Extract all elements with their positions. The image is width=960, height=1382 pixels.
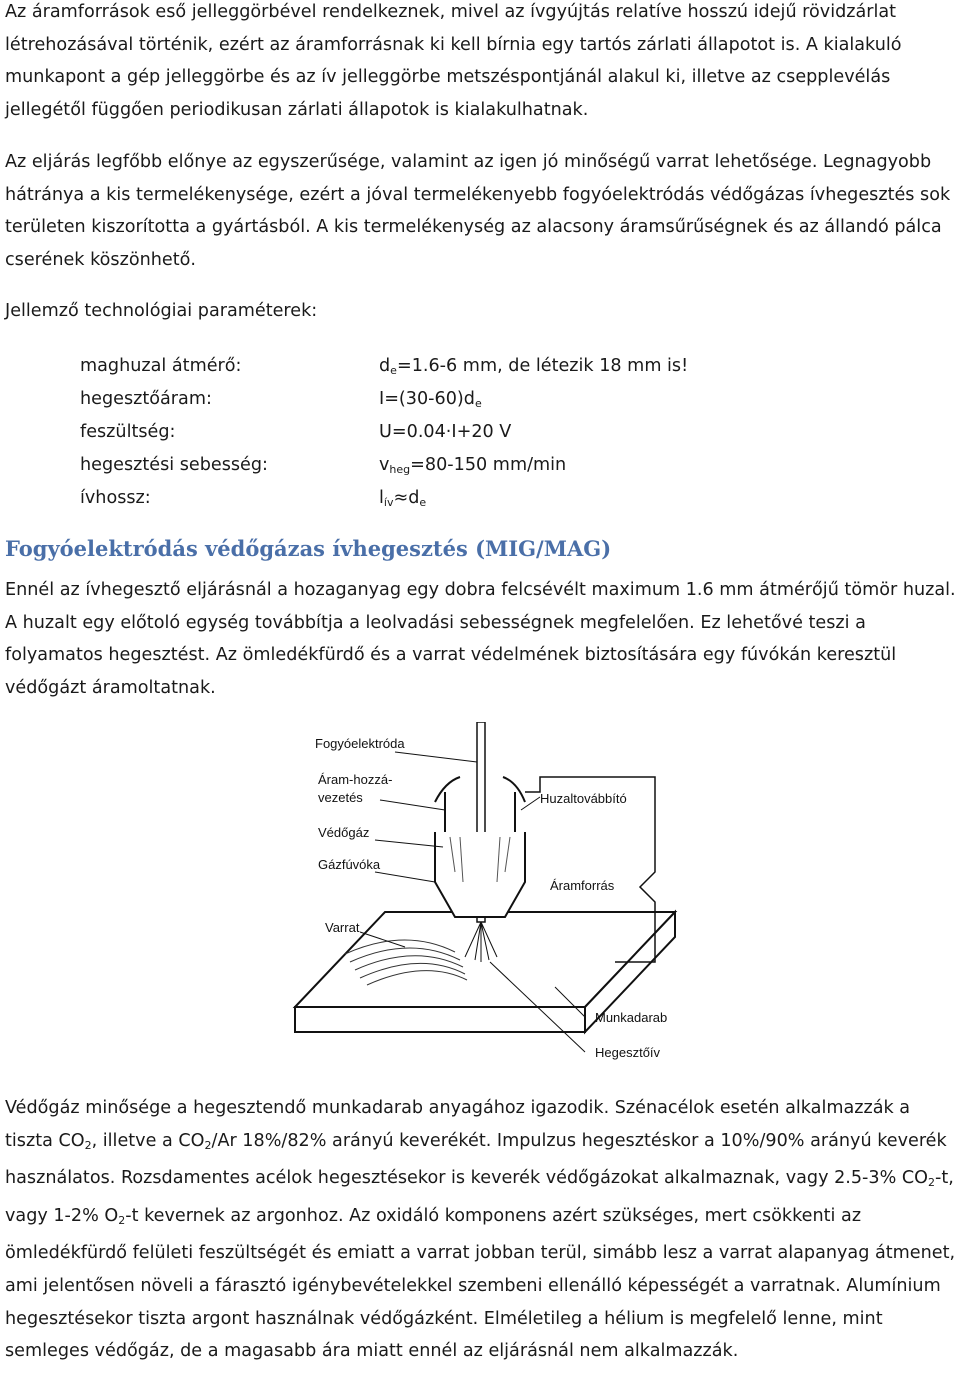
param-value: $I=(30-60)d_e$	[379, 389, 482, 410]
param-value: $d_e=1.6-6$ mm, de létezik 18 mm is!	[379, 356, 689, 377]
param-label: hegesztőáram:	[80, 389, 212, 409]
intro-paragraph-2: Az eljárás legfőbb előnye az egyszerűsége, valamint az igen jó minőségű varrat lehetősége. Legnagyobb hátránya a kis termelékenysége, ezért a jóval termelékenyebb fogyóelektródás védőgázas ívhegesztés sok területen kiszorította a gyártásból. A kis termelékenység az alacsony áramsűrűségnek és az állandó pálca cserének köszönhető.	[5, 152, 951, 270]
section-heading: Fogyóelektródás védőgázas ívhegesztés (MIG/MAG)	[5, 536, 612, 561]
shielding-gas-paragraph: Védőgáz minősége a hegesztendő munkadarab anyagához igazodik. Szénacélok esetén alkalmazzák a tiszta $CO_2$, illetve a $CO_2/Ar$ 18%/82% arányú keverékét. Impulzus hegesztéskor a 10%/90% arányú keverék használatos. Rozsdamentes acélok hegesztésekor is keverék védőgázokat alkalmaznak, vagy 2.5-3% $CO_2-t$, vagy 1-2% $O_2-t$ kevernek az argonhoz. Az oxidáló komponens azért szükséges, mert csökkenti az ömledékfürdő felületi feszültségét és emiatt a varrat jobban terül, simább lesz a varrat alapanyag átmenet, ami jelentősen növeli a fárasztó igénybevételekkel szembeni ellenálló képességét a varratnak. Alumínium hegesztésekor tiszta argont használnak védőgázként. Elméletileg a hélium is megfelelő lenne, mint semleges védőgáz, de a magasabb ára miatt ennél az eljárásnál nem alkalmazzák.	[5, 1098, 956, 1362]
parameter-list	[80, 350, 688, 515]
mig-mag-paragraph: Ennél az ívhegesztő eljárásnál a hozaganyag egy dobra felcsévélt maximum 1.6 mm átmérőjű tömör huzal. A huzalt egy előtoló egység továbbítja a leolvadási sebességnek megfelelően. Ez lehetővé teszi a folyamatos hegesztést. Az ömledékfürdő és a varrat védelmének biztosítására egy fúvókán keresztül védőgázt áramoltatnak.	[5, 580, 956, 698]
param-value: $l_{ív}\approx d_e$	[379, 488, 427, 509]
param-row-speed	[80, 449, 688, 482]
param-label: ívhossz:	[80, 488, 151, 508]
label-workpiece: Munkadarab	[595, 1010, 668, 1025]
label-gas-nozzle: Gázfúvóka	[318, 857, 381, 872]
param-row-voltage	[80, 416, 688, 449]
param-label: maghuzal átmérő:	[80, 356, 242, 376]
label-current-contact-2: vezetés	[318, 790, 363, 805]
label-current-contact-1: Áram-hozzá-	[318, 772, 393, 787]
mig-welding-diagram	[285, 722, 685, 1082]
label-shielding-gas: Védőgáz	[318, 825, 370, 840]
param-value: $v_{heg}=80-150$ mm/min	[379, 455, 567, 476]
parameters-intro: Jellemző technológiai paraméterek:	[5, 301, 318, 321]
intro-paragraph-1: Az áramforrások eső jelleggörbével rendelkeznek, mivel az ívgyújtás relatíve hosszú idejű rövidzárlat létrehozásával történik, ezért az áramforrásnak ki kell bírnia egy tartós zárlati állapotot is. A kialakuló munkapont a gép jelleggörbe és az ív jelleggörbe metszéspontjánál alakul ki, illetve az csepplevélás jellegétől függően periodikusan zárlati állapotok is kialakulhatnak.	[5, 2, 902, 120]
param-row-wire-diameter	[80, 350, 688, 383]
label-consumable-electrode: Fogyóelektróda	[315, 736, 405, 751]
label-power-source: Áramforrás	[550, 878, 615, 893]
param-row-current	[80, 383, 688, 416]
param-label: hegesztési sebesség:	[80, 455, 268, 475]
param-row-arc-length	[80, 482, 688, 515]
label-weld-seam: Varrat	[325, 920, 360, 935]
label-wire-feeder: Huzaltovábbító	[540, 791, 627, 806]
label-welding-arc: Hegesztőív	[595, 1045, 661, 1060]
param-label: feszültség:	[80, 422, 176, 442]
welding-diagram-svg	[285, 722, 685, 1082]
param-value: U=0.04·I+20 V	[379, 422, 512, 442]
